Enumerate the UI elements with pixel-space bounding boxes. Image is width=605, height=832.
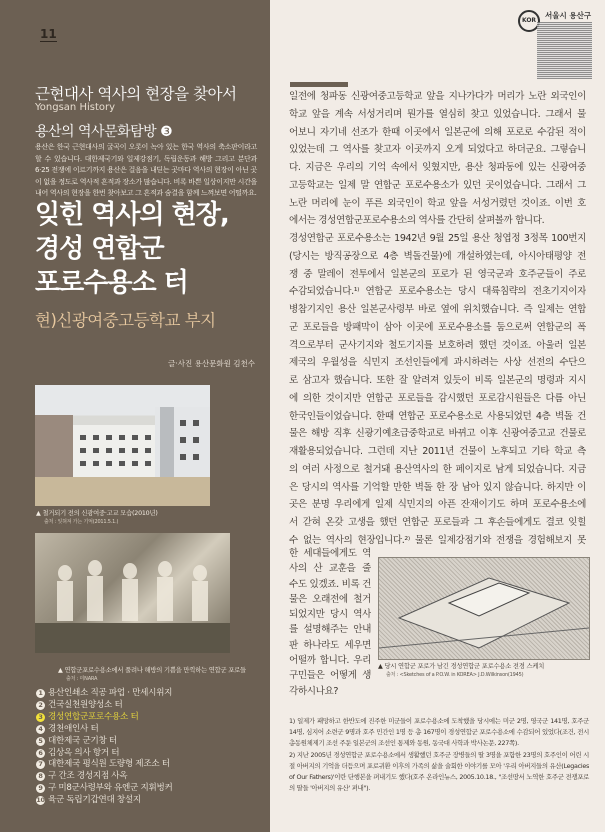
caption-text: ▲ 철거되기 전의 신광여중·고교 모습(2010년) xyxy=(36,510,158,517)
caption-source: 출처 : 미NARA xyxy=(66,676,98,682)
qr-code-icon[interactable] xyxy=(537,22,592,79)
body-line: 사의 산 교훈을 줄 xyxy=(289,563,371,575)
body-line: 의 여러 사정으로 철거돼 용산역사의 한 페이지로 남게 되었습니다. 지금 xyxy=(289,463,586,475)
body-line: 로 삼고자 했습니다. 또한 잘 알려져 있듯이 비록 일본군의 명령과 지시 xyxy=(289,375,586,386)
number-badge-icon: 5 xyxy=(36,737,45,746)
site-label: 건국실천원양성소 터 xyxy=(48,699,123,710)
article-body-narrow xyxy=(289,546,371,699)
body-line: 쟁 중 말레이 전투에서 일본군의 포로가 된 영국군과 호주군들이 주로 xyxy=(289,268,586,280)
number-badge-icon: 3 xyxy=(36,713,45,722)
body-line: 한 세대들에게도 역 xyxy=(289,548,371,559)
site-list-item xyxy=(36,724,173,736)
body-line: 있었는데 그 역사를 찾고자 이곳까지 오게 되었다고 하더군요. 그렇습니 xyxy=(289,144,586,156)
footnotes xyxy=(289,716,589,795)
body-line: 노란 머리에 눈이 푸른 외국인이 학교 앞을 서성거렸던 것이죠. 이번 호 xyxy=(289,197,586,209)
body-line: 수감되었습니다.¹⁾ 연합군 포로수용소는 당시 대륙침략의 전초기지이자 xyxy=(289,286,586,298)
body-line: 군 포로들을 방패막이 삼아 이곳에 포로수용소를 둠으로써 연합군의 폭 xyxy=(289,321,586,333)
site-list-item xyxy=(36,771,173,783)
number-badge-icon: 7 xyxy=(36,760,45,769)
section-divider xyxy=(290,82,348,87)
site-label: 구 미8군사령부와 유엔군 지휘벙커 xyxy=(48,783,173,794)
title-line: 포로수용소 터 xyxy=(35,268,188,298)
body-line: 곳은 분명 우리에게 일제 식민지의 아픈 잔재이기도 하며 포로수용소에 xyxy=(289,499,586,511)
site-list-item xyxy=(36,748,173,760)
series-title: 근현대사 역사의 현장을 찾아서 xyxy=(35,85,237,103)
page-number: 11 xyxy=(40,27,57,41)
body-line: 물은 해방 직후 신광기예초급중학교로 바뀌고 이후 신광여중고교 건물로 xyxy=(289,428,586,440)
body-line: 제국의 우월성을 식민지 조선인들에게 과시하려는 사상 선전의 수단으 xyxy=(289,357,586,369)
group-illustration xyxy=(35,533,230,653)
body-line: 병참기지인 용산 일본군사령부 바로 옆에 위치했습니다. 즉 일제는 연합 xyxy=(289,304,586,315)
site-list-item xyxy=(36,795,173,807)
body-line: 격으로부터 군사기지와 철도기지를 보호하려 했던 것이죠. 아울러 일본 xyxy=(289,339,586,351)
number-badge-icon: 10 xyxy=(36,796,45,805)
caption-text: ▲ 당시 연합군 포로가 남긴 경성연합군 포로수용소 전경 스케치 xyxy=(378,663,545,670)
historic-sites-list xyxy=(36,688,173,807)
body-line: 각하시나요? xyxy=(289,685,339,697)
site-list-item xyxy=(36,736,173,748)
article-body xyxy=(289,88,586,550)
body-line: 어떨까 합니다. 우리 xyxy=(289,655,371,667)
body-line: 경성연합군 포로수용소는 1942년 9월 25일 용산 청엽정 3정목 100번지 xyxy=(289,233,586,244)
title-line: 경성 연합군 xyxy=(35,234,164,264)
pow-group-photo xyxy=(35,533,230,653)
number-badge-icon: 6 xyxy=(36,749,45,758)
camp-sketch-image xyxy=(378,557,590,660)
body-line: 다. 지금은 우리의 기억 속에서 잊혔지만, 용산 청파동에 있는 신광여중 xyxy=(289,162,586,173)
number-badge-icon: 8 xyxy=(36,772,45,781)
body-line: 일전에 청파동 신광여중고등학교 앞을 지나가다가 머리가 노란 외국인이 xyxy=(289,91,586,102)
body-line: 은 당시의 역사를 기억할 만한 벽돌 한 장 남아 있지 않습니다. 하지만 이 xyxy=(289,481,586,493)
number-badge-icon: 1 xyxy=(36,689,45,698)
body-line: 서 갇혀 온갖 고생을 했던 연합군 포로들과 그 후손들에게도 결코 잊힐 xyxy=(289,517,586,528)
logo-text: 서울시 용산구 xyxy=(545,11,592,20)
site-label: 대한제국 군기창 터 xyxy=(48,735,117,746)
site-label: 경천애인사 터 xyxy=(48,723,99,734)
body-line: 고등학교는 일제 말 연합군 포로수용소가 있던 곳이었습니다. 그래서 그 xyxy=(289,179,586,191)
site-label: 대한제국 평식원 도량형 제조소 터 xyxy=(48,759,170,770)
photo1-caption xyxy=(36,509,158,527)
body-line: 수 없는 역사의 현장입니다.²⁾ 물론 일제강점기와 전쟁을 경험해보지 못 xyxy=(289,534,586,546)
photo2-caption xyxy=(58,666,246,684)
number-badge-icon: 4 xyxy=(36,725,45,734)
school-building-photo xyxy=(35,385,210,506)
caption-source: 출처 : <Sketches of a P.O.W. in KOREA> J.D.Wilkinson(1945) xyxy=(386,672,524,678)
body-line: 학교 앞을 계속 서성거리며 뭔가를 열심히 찾고 있었습니다. 그래서 물 xyxy=(289,108,586,120)
site-label: 김상옥 의사 항거 터 xyxy=(48,747,120,758)
number-badge-icon: 9 xyxy=(36,784,45,793)
body-line: 판 하나라도 세우면 xyxy=(289,639,371,651)
body-line: 에 의한 것이지만 연합군 포로들을 감시했던 포로감시원들은 다름 아닌 xyxy=(289,392,586,404)
body-line: 어보니 자기네 선조가 한때 이곳에서 일본군에 의해 포로로 수감된 적이 xyxy=(289,126,586,138)
site-list-item xyxy=(36,700,173,712)
byline: 글·사진 용산문화원 김천수 xyxy=(168,359,255,368)
intro-paragraph: 용산은 한국 근현대사의 굴곡이 오롯이 녹아 있는 한국 역사의 축소판이라고 할 수 있습니다. 대한제국기와 일제강점기, 독립운동과 해방 그리고 분단과 6·25 전쟁에 이르기까지 용산은 걸음을 내딛는 곳마다 역사의 현장이 아닌 곳이 없을 정도로 역사적 흔적과 장소가 많습니다. 비록 바쁜 일상이지만 시간을 내어 역사의 현장을 한번 찾아보고 그 흔적과 숨결을 함께 느껴보면 어떨까요. xyxy=(35,143,257,198)
building-illustration xyxy=(35,385,210,506)
body-line: 수도 있겠죠. 비록 건 xyxy=(289,578,371,590)
footnote: 1) 일제가 패망하고 한반도에 진주한 미군들이 포로수용소에 도착했을 당시에는 미군 2명, 영국군 141명, 호주군 14명, 심지어 소련군 9명과 호주 민간인 1명 등 총 167명이 경성연합군 포로수용소에 수감되어 있었다(조건, 전시 총동원체제기 조선 주둔 일본군의 조선인 통제와 동원, 동국대 사학과 박사논문, 227쪽). xyxy=(289,717,589,747)
site-list-item xyxy=(36,759,173,771)
caption-source: 출처 : 잊혀져 가는 기억(2011.5.1.) xyxy=(44,519,119,525)
body-line: 에서는 경성연합군포로수용소의 역사를 간단히 살펴볼까 합니다. xyxy=(289,215,545,227)
site-label: 구 간조 경성지점 사옥 xyxy=(48,771,128,782)
footnote: 2) 지난 2005년 경성연합군 포로수용소에서 생활했던 호주군 장병들의 딸 3명을 포함한 23명의 호주인이 어린 시절 아버지의 기억을 더듬으며 포로귀환 이후의 가족의 삶을 술회한 이야기를 모아 '우리 아버지들의 유산(Legacies of Our Fathers)'이란 단행본을 펴내기도 했다(호주 온라인뉴스, 2005.10.18., "조선땅서 노역한 호주군 전쟁포로의 딸들 '아버지의 유산' 펴내"). xyxy=(289,751,589,792)
caption-text: ▲ 연합군포로수용소에서 풀려나 해방의 기쁨을 만끽하는 연합군 포로들 xyxy=(58,667,246,674)
body-line: 구민들은 어떻게 생 xyxy=(289,670,371,682)
article-subtitle: 현)신광여중고등학교 부지 xyxy=(35,311,216,330)
section-subtitle: 용산의 역사문화탐방 ❸ xyxy=(35,124,173,140)
site-label: 용산인쇄소 직공 파업 · 만세시위지 xyxy=(48,688,173,698)
number-badge-icon: 2 xyxy=(36,701,45,710)
body-line: 재활용되었습니다. 그런데 지난 2011년 건물이 노후되고 기타 학교 측 xyxy=(289,446,586,457)
body-line: 한국인들이었습니다. 한때 연합군 포로수용소로 사용되었던 4층 벽돌 건 xyxy=(289,410,586,422)
body-line: 되었지만 당시 역사 xyxy=(289,609,371,621)
site-label: 경성연합군포로수용소 터 xyxy=(48,711,139,722)
site-label: 육군 독립기갑연대 창설지 xyxy=(48,795,141,806)
series-title-english: Yongsan History xyxy=(35,102,116,113)
body-line: (당시는 방직공장으로 4층 벽돌건물)에 개설하였는데, 아시아태평양 전 xyxy=(289,250,586,262)
sketch-caption xyxy=(378,662,544,680)
sketch-illustration xyxy=(379,558,589,659)
site-list-item xyxy=(36,712,173,724)
site-list-item xyxy=(36,783,173,795)
article-title xyxy=(35,198,229,300)
title-line: 잊힌 역사의 현장, xyxy=(35,200,229,230)
body-line: 물은 오래전에 철거 xyxy=(289,593,371,605)
site-list-item xyxy=(36,688,173,700)
body-line: 를 설명해주는 안내 xyxy=(289,624,371,636)
kor-badge-icon: KOR xyxy=(518,10,540,32)
